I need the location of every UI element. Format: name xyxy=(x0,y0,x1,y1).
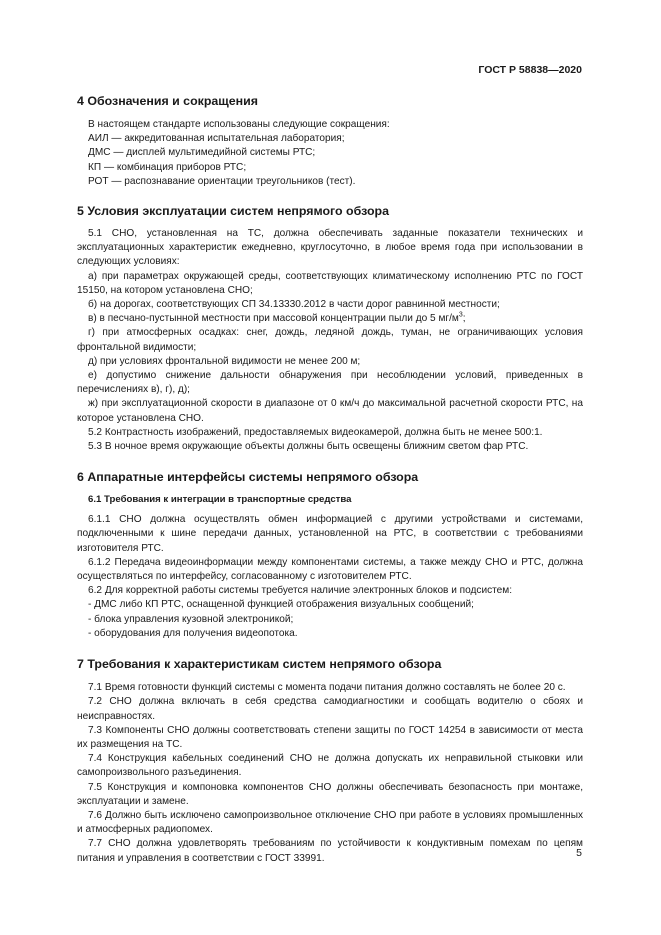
abbreviation-item: ДМС — дисплей мультимедийной системы РТС; xyxy=(88,147,316,159)
clause-5-1-v-text: в) в песчано-пустынной местности при массовой концентрации пыли до 5 мг/м xyxy=(88,313,459,325)
clause-5-1-g: г) при атмосферных осадках: снег, дождь, ледяной дождь, туман, не ограничивающих условия фронтальной видимости; xyxy=(77,327,583,353)
abbreviation-item: АИЛ — аккредитованная испытательная лаборатория; xyxy=(88,133,345,145)
clause-7-6: 7.6 Должно быть исключено самопроизвольное отключение СНО при работе в условиях промышленных и атмосферных радиопомех. xyxy=(77,809,583,836)
section-4-title: 4 Обозначения и сокращения xyxy=(77,94,258,108)
abbreviation-item: КП — комбинация приборов РТС; xyxy=(88,161,247,173)
clause-5-1-v-end: ; xyxy=(462,313,466,325)
superscript-3: 3 xyxy=(458,311,463,319)
clause-5-3: 5.3 В ночное время окружающие объекты должны быть освещены ближним светом фар РТС. xyxy=(88,441,529,453)
subsection-6-1-title: 6.1 Требования к интеграции в транспортные средства xyxy=(88,494,352,506)
clause-5-1-zh: ж) при эксплуатационной скорости в диапазоне от 0 км/ч до максимальной расчетной скорости РТС, на которое установлена СНО. xyxy=(77,398,583,424)
clause-7-4: 7.4 Конструкция кабельных соединений СНО не должна допускать их неправильной стыковки или самопроизвольного разъединения. xyxy=(77,753,583,779)
clause-5-1-d: д) при условиях фронтальной видимости не менее 200 м; xyxy=(88,355,361,367)
clause-5-1-a: а) при параметрах окружающей среды, соответствующих климатическому исполнению РТС по ГОСТ 15150, на котором установлена СНО; xyxy=(77,270,583,296)
clause-5-1-e: е) допустимо снижение дальности обнаружения при несоблюдении условий, приведенных в перечислениях в), г), д); xyxy=(77,370,583,396)
section-4-intro: В настоящем стандарте использованы следующие сокращения: xyxy=(88,119,390,130)
clause-5-1: 5.1 СНО, установленная на ТС, должна обеспечивать заданные показатели технических и эксплуатационных характеристик ежедневно, круглосуточно, в любое время года при использовании в следующих условиях: xyxy=(77,228,583,268)
page-number: 5 xyxy=(576,847,582,859)
clause-6-1-2: 6.1.2 Передача видеоинформации между компонентами системы, а также между СНО и РТС, должна осуществляться по интерфейсу, согласованному с изготовителем РТС. xyxy=(77,556,583,583)
clause-7-1: 7.1 Время готовности функций системы с момента подачи питания должно составлять не более 20 с. xyxy=(88,682,566,694)
list-item: - блока управления кузовной электроникой; xyxy=(88,613,294,625)
clause-5-1-b: б) на дорогах, соответствующих СП 34.13330.2012 в части дорог равнинной местности; xyxy=(88,299,500,311)
list-item: - ДМС либо КП РТС, оснащенной функцией отображения визуальных сообщений; xyxy=(88,599,474,611)
clause-5-2: 5.2 Контрастность изображений, предоставляемых видеокамерой, должна быть не менее 500:1. xyxy=(88,426,543,438)
clause-7-7: 7.7 СНО должна удовлетворять требованиям по устойчивости к кондуктивным помехам по цепям питания и управления в соответствии с ГОСТ 33991. xyxy=(77,838,583,864)
clause-7-2: 7.2 СНО должна включать в себя средства самодиагностики и сообщать водителю о сбоях и неисправностях. xyxy=(77,696,583,722)
section-5-title: 5 Условия эксплуатации систем непрямого обзора xyxy=(77,204,389,219)
standard-header: ГОСТ Р 58838—2020 xyxy=(478,64,582,76)
clause-6-1-1: 6.1.1 СНО должна осуществлять обмен информацией с другими устройствами и системами, подключенными к шине передачи данных, установленной на РТС, в соответствии с требованиями изготовителя РТС. xyxy=(77,514,583,554)
list-item: - оборудования для получения видеопотока. xyxy=(88,627,298,639)
clause-6-2: 6.2 Для корректной работы системы требуется наличие электронных блоков и подсистем: xyxy=(88,585,513,597)
page-content xyxy=(77,94,583,866)
abbreviation-item: РОТ — распознавание ориентации треугольников (тест). xyxy=(88,175,356,187)
section-6-title: 6 Аппаратные интерфейсы системы непрямого обзора xyxy=(77,470,419,485)
clause-7-3: 7.3 Компоненты СНО должны соответствовать степени защиты по ГОСТ 14254 в зависимости от места их размещения на ТС. xyxy=(77,724,583,750)
clause-5-1-v xyxy=(77,312,583,326)
clause-7-5: 7.5 Конструкция и компоновка компонентов СНО должны обеспечивать безопасность при монтаже, эксплуатации и замене. xyxy=(77,781,583,807)
section-7-title: 7 Требования к характеристикам систем непрямого обзора xyxy=(77,657,442,672)
